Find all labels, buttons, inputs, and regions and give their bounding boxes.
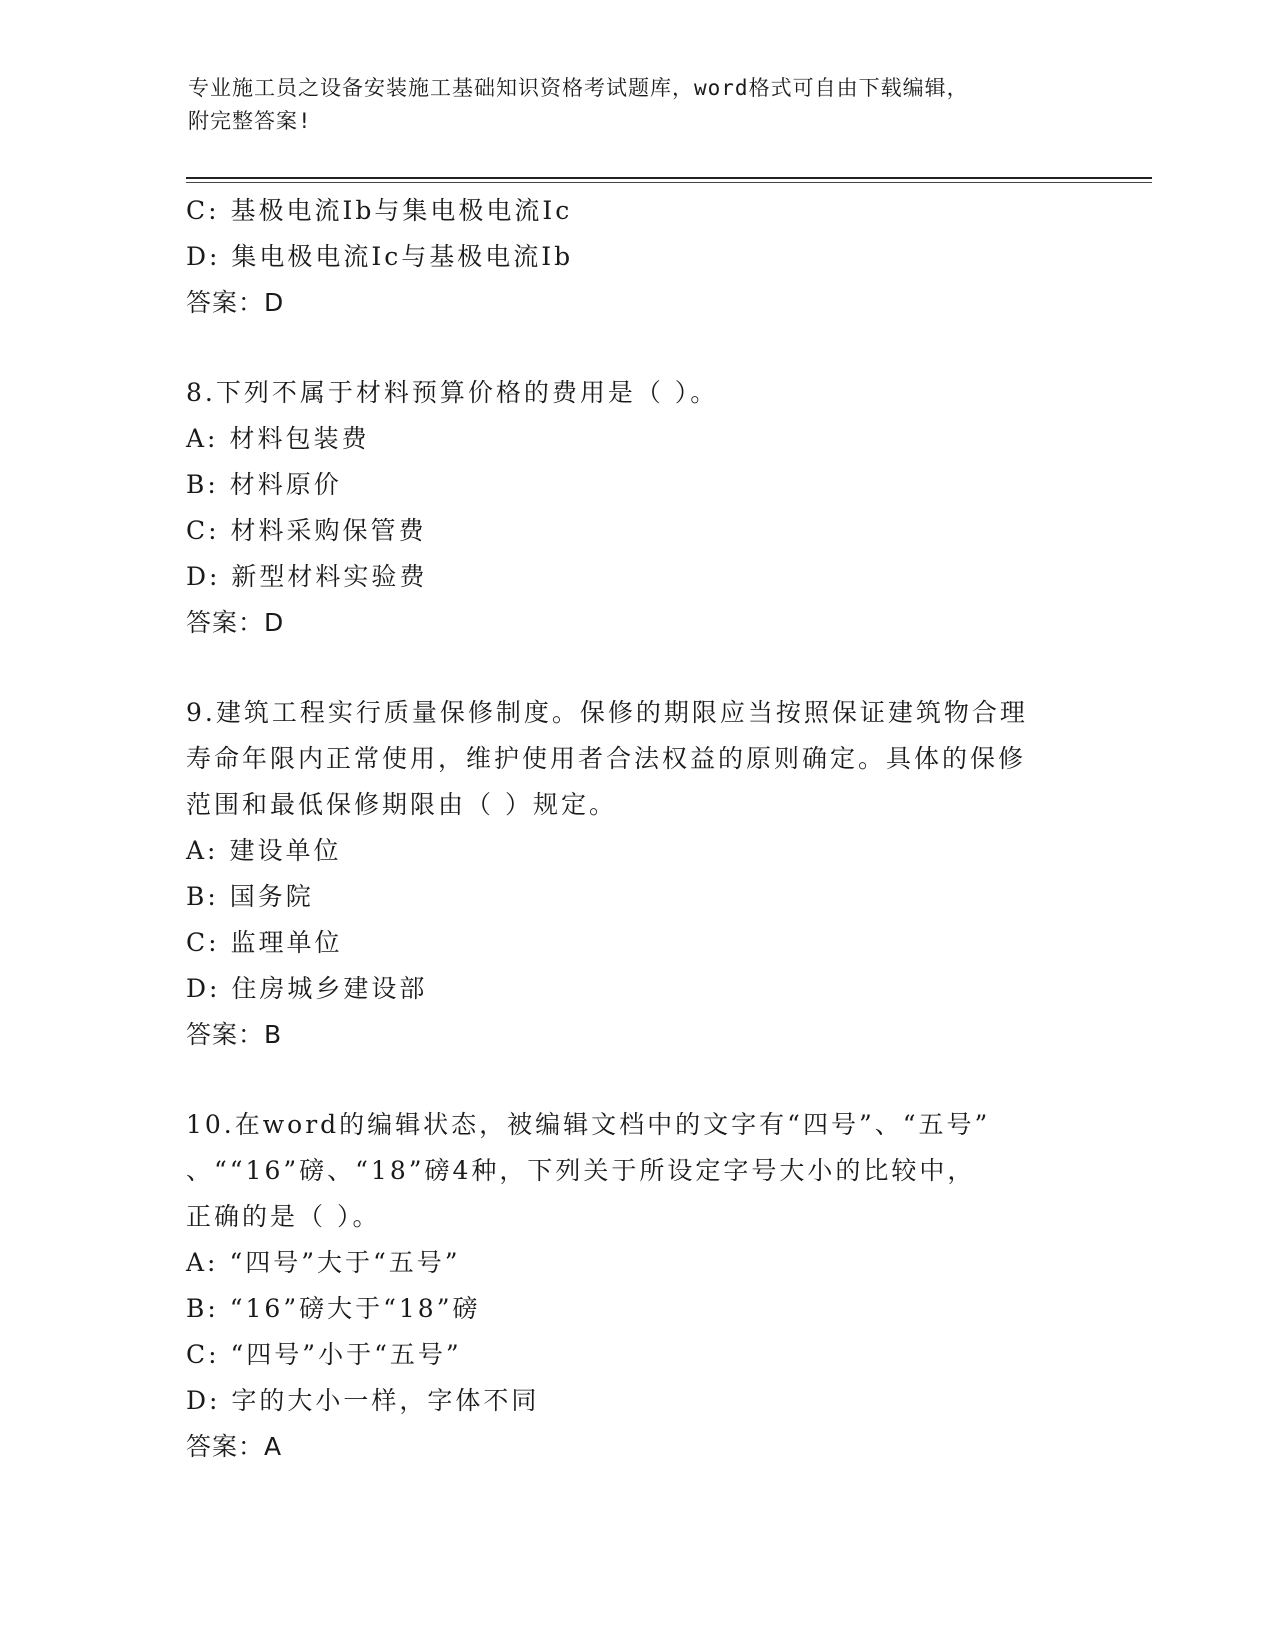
option-text: “四号”大于“五号”: [229, 1248, 461, 1277]
question-8: [186, 370, 1066, 646]
answer-line: 答案：D: [186, 288, 285, 317]
option-letter: B:: [186, 470, 219, 499]
option-letter: A:: [186, 836, 219, 865]
stem-line: 8.下列不属于材料预算价格的费用是（ ）。: [186, 378, 719, 407]
option-text: 材料原价: [229, 470, 342, 499]
option-b: [186, 874, 1066, 920]
option-b: [186, 462, 1066, 508]
option-letter: D:: [186, 562, 221, 591]
option-letter: A:: [186, 1248, 219, 1277]
header-line-2: 附完整答案!: [188, 109, 312, 133]
option-letter: D:: [186, 1386, 221, 1415]
option-d: [186, 234, 1066, 280]
option-text: 基极电流Ib与集电极电流Ic: [230, 196, 573, 225]
option-d: [186, 1378, 1066, 1424]
spacer: [186, 1058, 1066, 1102]
option-text: 集电极电流Ic与基极电流Ib: [231, 242, 574, 271]
option-c: [186, 1332, 1066, 1378]
option-letter: D:: [186, 974, 221, 1003]
option-letter: D:: [186, 242, 221, 271]
option-text: 材料采购保管费: [230, 516, 427, 545]
option-c: [186, 508, 1066, 554]
document-header: [188, 72, 1068, 138]
option-b: [186, 1286, 1066, 1332]
option-letter: C:: [186, 196, 220, 225]
stem-line: 、““16”磅、“18”磅4种，下列关于所设定字号大小的比较中，: [186, 1156, 976, 1185]
option-text: 建设单位: [229, 836, 342, 865]
option-a: [186, 828, 1066, 874]
prev-question-block: [186, 188, 1066, 326]
option-a: [186, 1240, 1066, 1286]
option-text: 字的大小一样，字体不同: [231, 1386, 540, 1415]
option-letter: C:: [186, 516, 220, 545]
option-text: 材料包装费: [229, 424, 370, 453]
option-text: 监理单位: [230, 928, 343, 957]
stem-line: 寿命年限内正常使用，维护使用者合法权益的原则确定。具体的保修: [186, 744, 1027, 773]
option-c: [186, 188, 1066, 234]
option-text: 国务院: [229, 882, 314, 911]
spacer: [186, 326, 1066, 370]
option-d: [186, 554, 1066, 600]
stem-line: 10.在word的编辑状态，被编辑文档中的文字有“四号”、“五号”: [186, 1110, 991, 1139]
option-a: [186, 416, 1066, 462]
stem-line: 正确的是（ ）。: [186, 1202, 381, 1231]
question-stem: [186, 370, 1066, 416]
option-letter: B:: [186, 882, 219, 911]
header-divider-thick: [186, 177, 1152, 179]
question-list: [186, 188, 1066, 1470]
stem-line: 9.建筑工程实行质量保修制度。保修的期限应当按照保证建筑物合理: [186, 698, 1028, 727]
option-letter: C:: [186, 1340, 220, 1369]
option-d: [186, 966, 1066, 1012]
option-letter: A:: [186, 424, 219, 453]
option-text: 住房城乡建设部: [231, 974, 428, 1003]
option-c: [186, 920, 1066, 966]
option-text: “四号”小于“五号”: [230, 1340, 462, 1369]
header-line-1: 专业施工员之设备安装施工基础知识资格考试题库，word格式可自由下载编辑，: [188, 76, 969, 100]
answer-line: 答案：A: [186, 1432, 283, 1461]
question-stem: [186, 1102, 1066, 1240]
stem-line: 范围和最低保修期限由（ ）规定。: [186, 790, 617, 819]
answer-line: 答案：D: [186, 608, 285, 637]
question-9: [186, 690, 1066, 1058]
question-10: [186, 1102, 1066, 1470]
option-letter: C:: [186, 928, 220, 957]
option-letter: B:: [186, 1294, 219, 1323]
option-text: 新型材料实验费: [231, 562, 428, 591]
spacer: [186, 646, 1066, 690]
answer-line: 答案：B: [186, 1020, 283, 1049]
question-stem: [186, 690, 1066, 828]
option-text: “16”磅大于“18”磅: [229, 1294, 481, 1323]
header-divider-thin: [186, 182, 1152, 183]
